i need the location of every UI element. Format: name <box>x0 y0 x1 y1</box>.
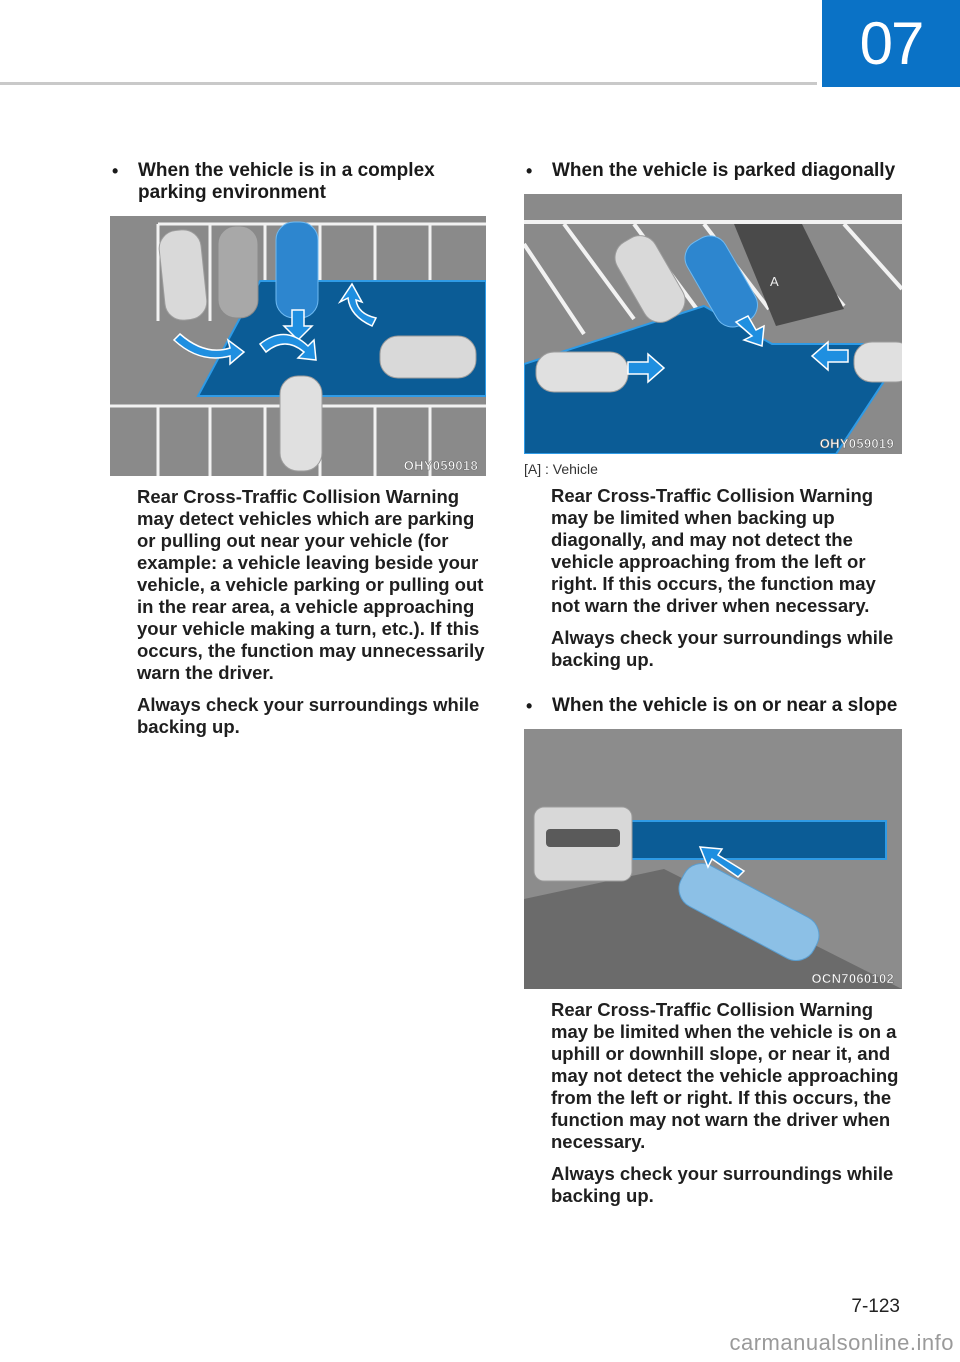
section-spacer <box>524 671 902 695</box>
header-rule <box>0 82 817 85</box>
vehicle-a-label: A <box>770 274 779 289</box>
slope-illustration <box>524 729 902 989</box>
left-column <box>110 160 486 738</box>
figure-code: OCN7060102 <box>811 971 894 986</box>
diagonal-parking-illustration <box>524 194 902 454</box>
page-number: 7-123 <box>851 1296 900 1317</box>
section-heading-slope <box>524 695 902 717</box>
figure-code: OHY059019 <box>819 436 894 451</box>
paragraph-check-surroundings: Always check your surroundings while backing up. <box>137 694 480 737</box>
figure-diagonal-parking <box>524 194 902 454</box>
right-column <box>524 160 902 1207</box>
figure-note: [A] : Vehicle <box>524 461 598 477</box>
complex-parking-illustration <box>110 216 486 476</box>
paragraph-check-surroundings: Always check your surroundings while backing up. <box>551 1163 894 1206</box>
bullet-icon: • <box>526 161 533 181</box>
heading-text: When the vehicle is parked diagonally <box>552 160 896 181</box>
heading-text: When the vehicle is in a complex parking environment <box>138 160 435 203</box>
chapter-tab: 07 <box>822 0 960 87</box>
paragraph-slope-description: Rear Cross-Traffic Collision Warning may be limited when the vehicle is on a uphill or downhill slope, or near it, and may not detect the vehicle approaching from the left or right. If this occurs, the function may not warn the driver when necessary. <box>551 999 899 1152</box>
figure-code: OHY059018 <box>403 458 478 473</box>
bullet-icon: • <box>526 696 533 716</box>
section-heading-diagonal <box>524 160 902 182</box>
figure-complex-parking <box>110 216 486 476</box>
heading-text: When the vehicle is on or near a slope <box>552 695 898 716</box>
paragraph-warning-description: Rear Cross-Traffic Collision Warning may detect vehicles which are parking or pulling out near your vehicle (for example: a vehicle leaving beside your vehicle, a vehicle parking or pulling out in the rear area, a vehicle approaching your vehicle making a turn, etc.). If this occurs, the function may unnecessarily warn the driver. <box>137 486 485 683</box>
figure-slope <box>524 729 902 989</box>
section-heading-complex-parking <box>110 160 486 204</box>
paragraph-diagonal-description: Rear Cross-Traffic Collision Warning may be limited when backing up diagonally, and may not detect the vehicle approaching from the left or right. If this occurs, the function may not warn the driver when necessary. <box>551 485 876 616</box>
paragraph-check-surroundings: Always check your surroundings while backing up. <box>551 627 894 670</box>
watermark: carmanualsonline.info <box>729 1330 954 1355</box>
bullet-icon: • <box>112 161 119 181</box>
